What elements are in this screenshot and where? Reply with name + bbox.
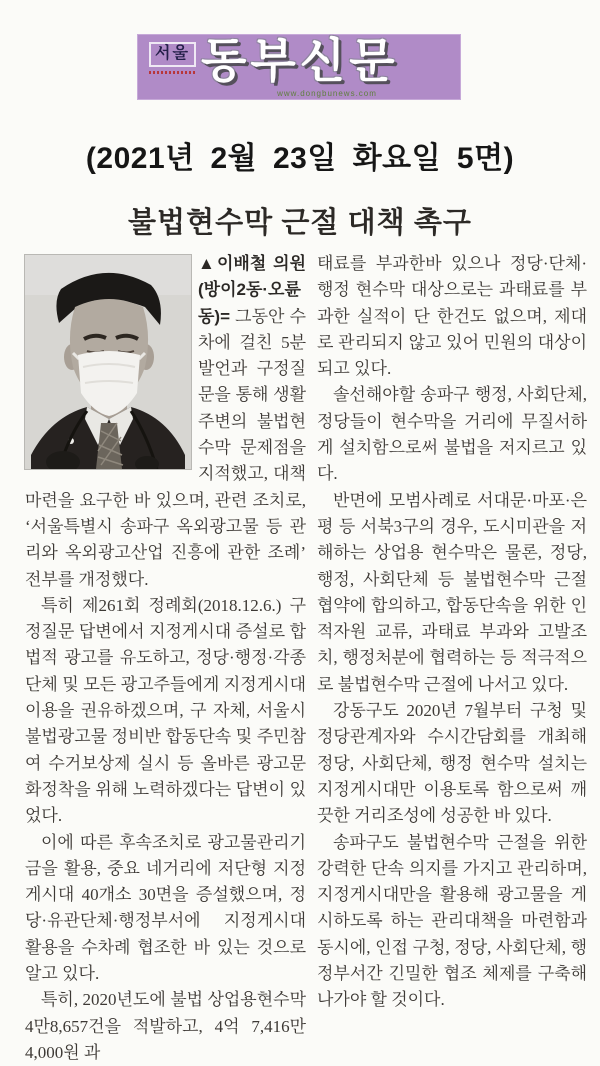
paragraph: 특히, 2020년도에 불법 상업용현수막 4만8,657건을 적발하고, 4억 7,416만 4,000원 과 (25, 990, 306, 1062)
lead-byline: ▲이배철 의원 (방이2동·오륜동)= (198, 254, 306, 326)
paragraph: 솔선해야할 송파구 행정, 사회단체, 정당들이 현수막을 거리에 무질서하게 설치함으로써 불법을 저지르고 있다. (317, 385, 587, 484)
dateline: (2021년 2월 23일 화요일 5면) (85, 142, 515, 175)
masthead-red-subtext-marks (149, 71, 195, 74)
masthead-title: 동부신문 (201, 34, 399, 87)
paragraph: 송파구도 불법현수막 근절을 위한 강력한 단속 의지를 가지고 관리하며, 지정게시대만을 활용해 광고물을 게시하도록 하는 관리대책을 마련함과 동시에, 인접 구청, 정당, 사회단체, 행정부서간 긴밀한 협조 체제를 구축해나가야 할 것이다. (317, 832, 587, 1010)
paragraph: 특히 제261회 정례회(2018.12.6.) 구정질문 답변에서 지정게시대 증설로 합법적 광고를 유도하고, 정당·행정·각종단체 및 모든 광고주들에게 지정게시대 이용을 권유하겠으며, 구 자체, 서울시 불법광고물 정비반 합동단속 및 주민참여 수거보상제 실시 등 올바른 광고문화정착을 위해 노력하겠다는 답변이 있었다. (25, 595, 306, 826)
paragraph: 이에 따른 후속조치로 광고물관리기금을 활용, 중요 네거리에 저단형 지정게시대 40개소 30면을 증설했으며, 정당·유관단체·행정부서에 지정게시대 활용을 수차례 협조한 바 있는 것으로 알고 있다. (25, 832, 306, 984)
politician-photo-illustration (25, 255, 191, 469)
masthead-url: www.dongbunews.com (277, 89, 377, 98)
lead-text: 그동안 수차에 걸친 5분 발언과 구정질문을 통해 생활 주변의 불법현수막 문제점을 지적했고, 대책 마련을 요구한 바 있으며, 관련 조치로, ‘서울특별시 송파구 옥외광고물 등 관리와 옥외광고산업 진흥에 관한 조례’ 전부를 개정했다. (25, 306, 306, 589)
article-body (25, 251, 587, 1066)
left-column (25, 251, 306, 1066)
paragraph: 강동구도 2020년 7월부터 구청 및 정당관계자와 수시간담회를 개최해 정당, 사회단체, 행정 현수막 설치는 지정게시대만 이용토록 함으로써 깨끗한 거리조성에 성공한 바 있다. (317, 701, 587, 826)
masthead-region-label: 서울 (149, 42, 196, 67)
paragraph: 태료를 부과한바 있으나 정당·단체·행정 현수막 대상으로는 과태료를 부과한 실적이 단 한건도 없으며, 제대로 관리되지 않고 있어 민원의 대상이 되고 있다. (317, 254, 587, 379)
right-column (317, 251, 587, 1066)
politician-photo (25, 255, 191, 469)
masthead (137, 34, 461, 100)
paragraph: 반면에 모범사례로 서대문·마포·은평 등 서북3구의 경우, 도시미관을 저해하는 상업용 현수막은 물론, 정당, 행정, 사회단체 등 불법현수막 근절 협약에 합의하고, 합동단속을 위한 인적자원 교류, 과태료 부과와 고발조치, 행정처분에 협력하는 등 적극적으로 불법현수막 근절에 나서고 있다. (317, 490, 587, 694)
article-headline: 불법현수막 근절 대책 촉구 (128, 207, 472, 239)
